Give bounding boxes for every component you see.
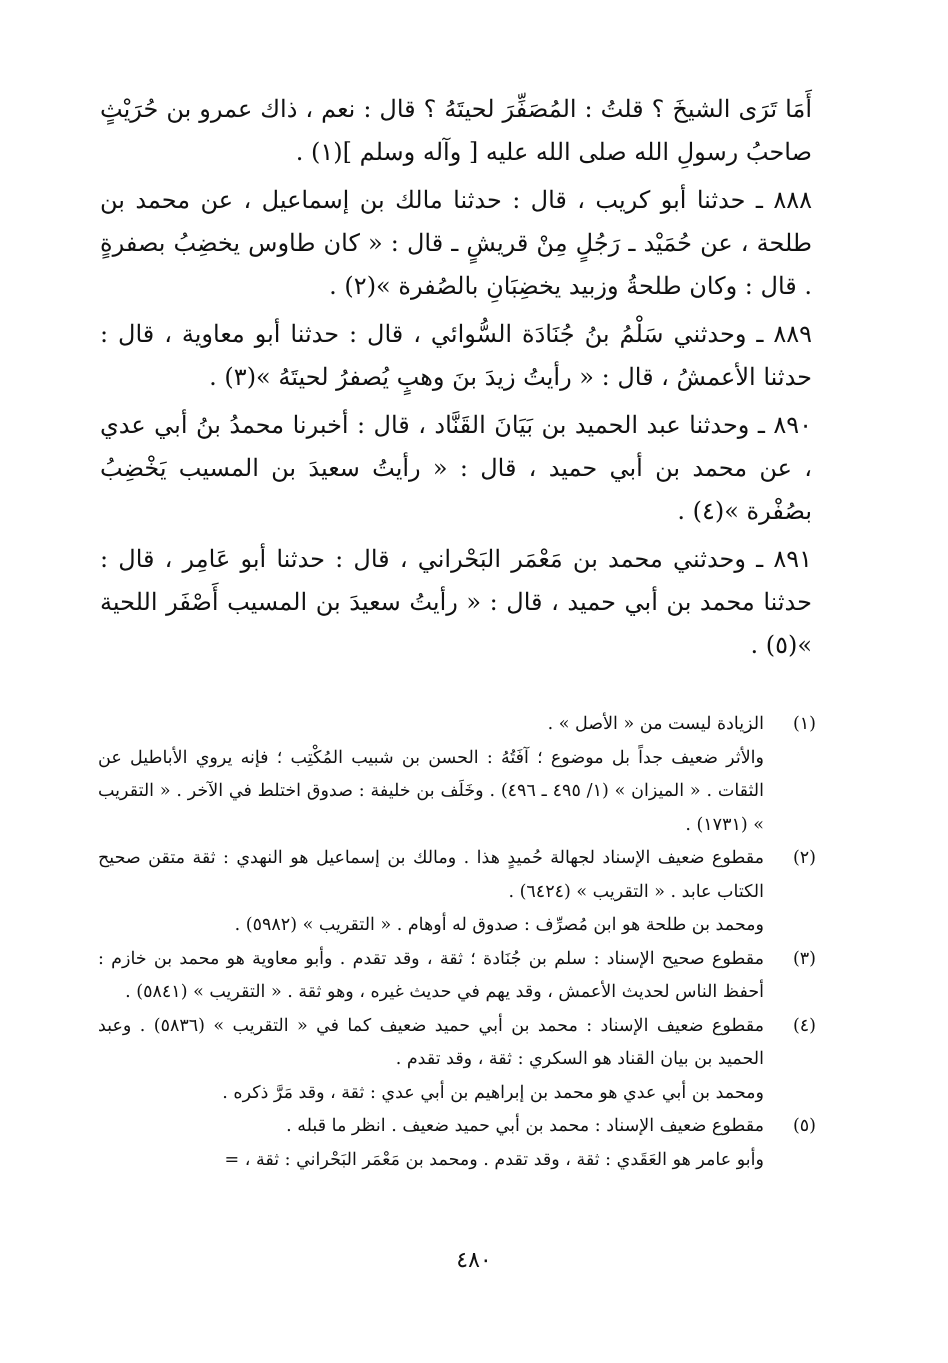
paragraph-891: ٨٩١ ـ وحدثني محمد بن مَعْمَر البَحْراني ، قال : حدثنا أبو عَامِر ، قال : حدثنا محمد بن أبي حميد ، قال : « رأيتُ سعيدَ بن المسيب أَصْفَر اللحية »(٥) . bbox=[100, 545, 812, 659]
footnote-2 bbox=[98, 842, 816, 943]
footnote-number: (٣) bbox=[792, 948, 816, 969]
footnote-3 bbox=[98, 943, 816, 1010]
footnote-number: (٥) bbox=[792, 1116, 816, 1136]
footnote-line: وأبو عامر هو العَقَدي : ثقة ، وقد تقدم . ومحمد بن مَعْمَر البَحْراني : ثقة ، = bbox=[224, 1149, 764, 1170]
main-text bbox=[100, 88, 812, 672]
footnote-line: ومحمد بن أبي عدي هو محمد بن إبراهيم بن أبي عدي : ثقة ، وقد مَرَّ ذكره . bbox=[222, 1082, 764, 1103]
footnote-line: مقطوع صحيح الإسناد : سلم بن جُنَادة ؛ ثقة ، وقد تقدم . وأبو معاوية هو محمد بن خازم : أحفظ الناس لحديث الأعمش ، وقد يهم في حديث غيره ، وهو ثقة . « التقريب » (٥٨٤١) . bbox=[98, 948, 764, 1002]
footnote-line: مقطوع ضعيف الإسناد لجهالة حُميدٍ هذا . ومالك بن إسماعيل هو النهدي : ثقة متقن صحيح الكتاب عابد . « التقريب » (٦٤٢٤) . bbox=[98, 848, 764, 902]
footnotes bbox=[98, 708, 816, 1177]
paragraph-continuation: أَمَا تَرَى الشيخَ ؟ قلتُ : المُصَفِّرَ لحيتَهُ ؟ قال : نعم ، ذاك عمرو بن حُرَيْثٍ صاحبُ رسولِ الله صلى الله عليه [ وآله وسلم ](١) . bbox=[100, 95, 812, 166]
paragraph-888: ٨٨٨ ـ حدثنا أبو كريب ، قال : حدثنا مالك بن إسماعيل ، عن محمد بن طلحة ، عن حُمَيْد ـ رَجُلٍ مِنْ قريشٍ ـ قال : « كان طاوس يخضِبُ بصفرةٍ . قال : وكان طلحةُ وزبيد يخضِبَانِ بالصُفرة »(٢) . bbox=[100, 186, 812, 300]
footnote-number: (٤) bbox=[792, 1015, 816, 1036]
footnote-line: مقطوع ضعيف الإسناد : محمد بن أبي حميد ضعيف . انظر ما قبله . bbox=[286, 1116, 764, 1136]
page-number: ٤٨٠ bbox=[456, 1248, 492, 1273]
footnote-4 bbox=[98, 1010, 816, 1111]
footnote-line: والأثر ضعيف جداً بل موضوع ؛ آفَتُهُ : الحسن بن شبيب المُكْتِب ؛ فإنه يروي الأباطيل عن الثقات . « الميزان » (١/ ٤٩٥ ـ ٤٩٦) . وخَلَف بن خليفة : صدوق اختلط في الآخر . « التقريب » (١٧٣١) . bbox=[98, 747, 764, 835]
footnote-number: (٢) bbox=[792, 848, 816, 868]
paragraph-890: ٨٩٠ ـ وحدثنا عبد الحميد بن بَيَانَ القَنَّاد ، قال : أخبرنا محمدُ بنُ أبي عدي ، عن محمد بن أبي حميد ، قال : « رأيتُ سعيدَ بن المسيب يَخْضِبُ بصُفْرة »(٤) . bbox=[100, 411, 812, 525]
footnote-number: (١) bbox=[792, 714, 816, 734]
footnote-5 bbox=[98, 1110, 816, 1177]
footnote-1 bbox=[98, 708, 816, 842]
footnote-line: ومحمد بن طلحة هو ابن مُصرِّف : صدوق له أوهام . « التقريب » (٥٩٨٢) . bbox=[234, 915, 764, 935]
paragraph-889: ٨٨٩ ـ وحدثني سَلْمُ بنُ جُنَادَة السُّوائي ، قال : حدثنا أبو معاوية ، قال : حدثنا الأعمشُ ، قال : « رأيتُ زيدَ بنَ وهبٍ يُصفرُ لحيتَهُ »(٣) . bbox=[100, 320, 812, 391]
footnote-line: مقطوع ضعيف الإسناد : محمد بن أبي حميد ضعيف كما في « التقريب » (٥٨٣٦) . وعبد الحميد بن بيان القناد هو السكري : ثقة ، وقد تقدم . bbox=[98, 1015, 764, 1069]
footnote-line: الزيادة ليست من « الأصل » . bbox=[547, 714, 764, 734]
